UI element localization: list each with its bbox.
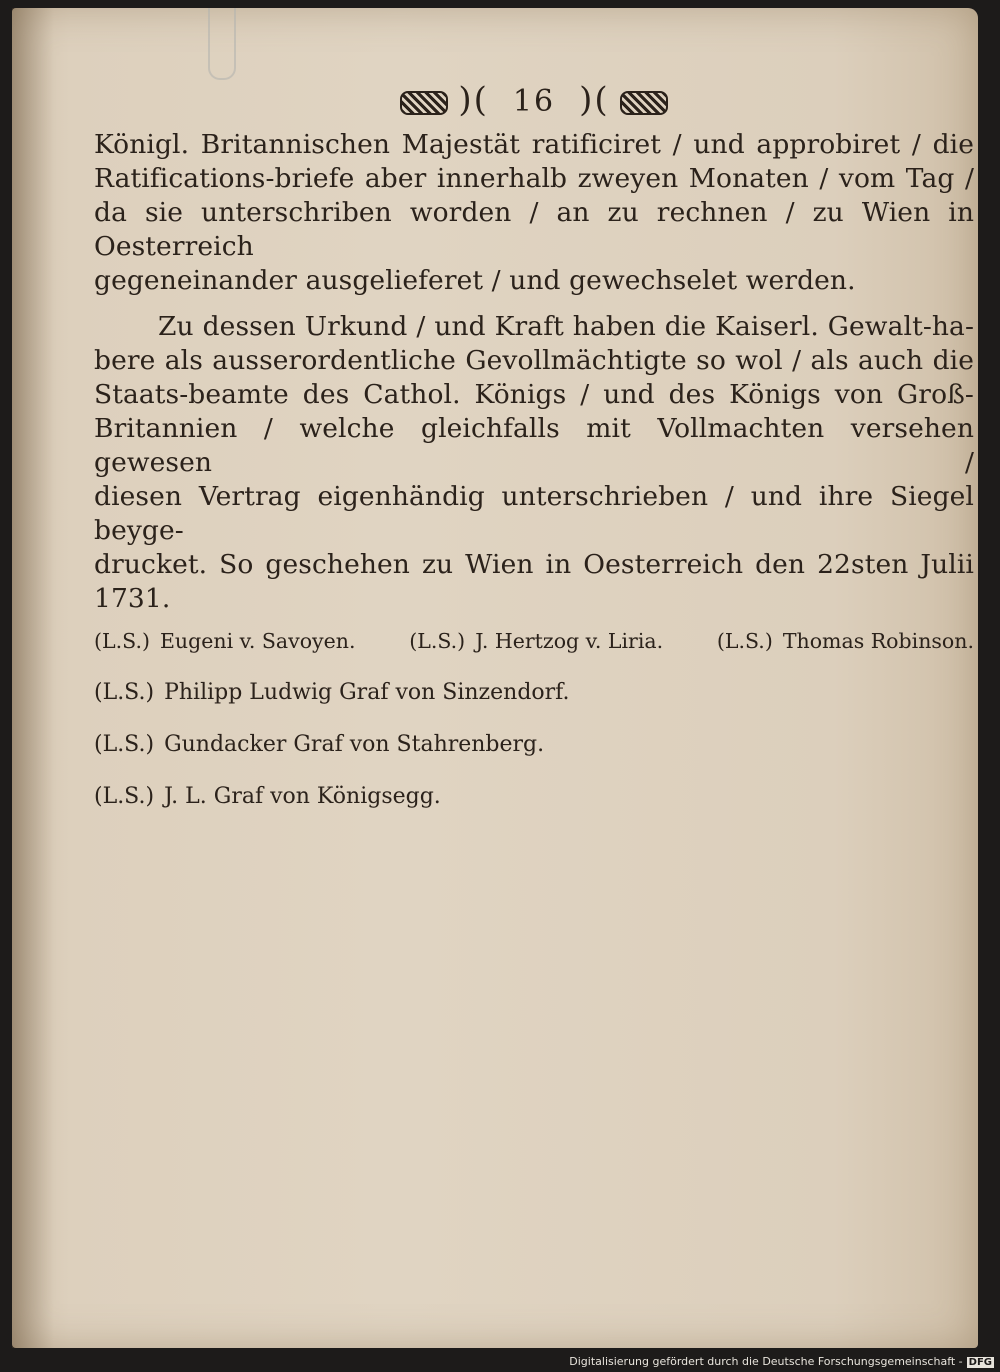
signatory-name: J. L. Graf von Königsegg. — [164, 784, 441, 809]
signature-liria — [409, 626, 663, 656]
text-line: bere als ausserordentliche Gevollmächtigte so wol / als auch die — [94, 345, 974, 376]
text-line: Staats-beamte des Cathol. Königs / und des Königs von Groß- — [94, 379, 974, 410]
text-line: Zu dessen Urkund / und Kraft haben die Kaiserl. Gewalt-ha- — [158, 311, 974, 342]
signatory-name: Thomas Robinson. — [782, 629, 974, 653]
text-line: diesen Vertrag eigenhändig unterschrieben / und ihre Siegel beyge- — [94, 481, 974, 546]
scanned-page — [12, 8, 978, 1348]
seal-label: (L.S.) — [94, 784, 155, 809]
paragraph-2 — [94, 310, 974, 616]
text-line: Ratifications-briefe aber innerhalb zweyen Monaten / vom Tag / — [94, 163, 974, 194]
funding-footer — [569, 1355, 994, 1368]
text-line: drucket. So geschehen zu Wien in Oesterreich den 22sten Julii 1731. — [94, 549, 974, 614]
seal-label: (L.S.) — [94, 680, 155, 705]
text-line: gegeneinander ausgelieferet / und gewechselet werden. — [94, 265, 856, 296]
page-number: 16 — [512, 84, 556, 119]
paragraph-1 — [94, 128, 974, 298]
signature-robinson — [717, 626, 974, 656]
header-paren-left: )( — [458, 80, 489, 120]
signature-eugeni — [94, 626, 355, 656]
ornament-right-icon — [620, 91, 668, 115]
signature-konigsegg — [94, 782, 974, 812]
signature-stahrenberg — [94, 730, 974, 760]
seal-label: (L.S.) — [94, 629, 150, 653]
signatory-name: Gundacker Graf von Stahrenberg. — [164, 732, 545, 757]
page-header — [94, 80, 974, 128]
page-spine-shadow — [12, 8, 54, 1348]
signatory-name: Eugeni v. Savoyen. — [159, 629, 356, 653]
ornament-left-icon — [400, 91, 448, 115]
page-clip — [208, 8, 236, 80]
signatory-name: Philipp Ludwig Graf von Sinzendorf. — [164, 680, 570, 705]
text-line: Britannien / welche gleichfalls mit Vollmachten versehen gewesen / — [94, 413, 974, 478]
seal-label: (L.S.) — [716, 629, 773, 653]
signature-row — [94, 626, 974, 656]
seal-label: (L.S.) — [409, 629, 466, 653]
header-paren-right: )( — [579, 80, 610, 120]
page-content — [94, 80, 974, 812]
dfg-logo: DFG — [968, 1357, 992, 1368]
text-line: Königl. Britannischen Majestät ratificiret / und approbiret / die — [94, 129, 974, 160]
signature-sinzendorf — [94, 678, 974, 708]
footer-text: Digitalisierung gefördert durch die Deutsche Forschungsgemeinschaft - — [569, 1355, 963, 1368]
seal-label: (L.S.) — [94, 732, 155, 757]
text-line: da sie unterschriben worden / an zu rechnen / zu Wien in Oesterreich — [94, 197, 974, 262]
signatory-name: J. Hertzog v. Liria. — [475, 629, 664, 653]
